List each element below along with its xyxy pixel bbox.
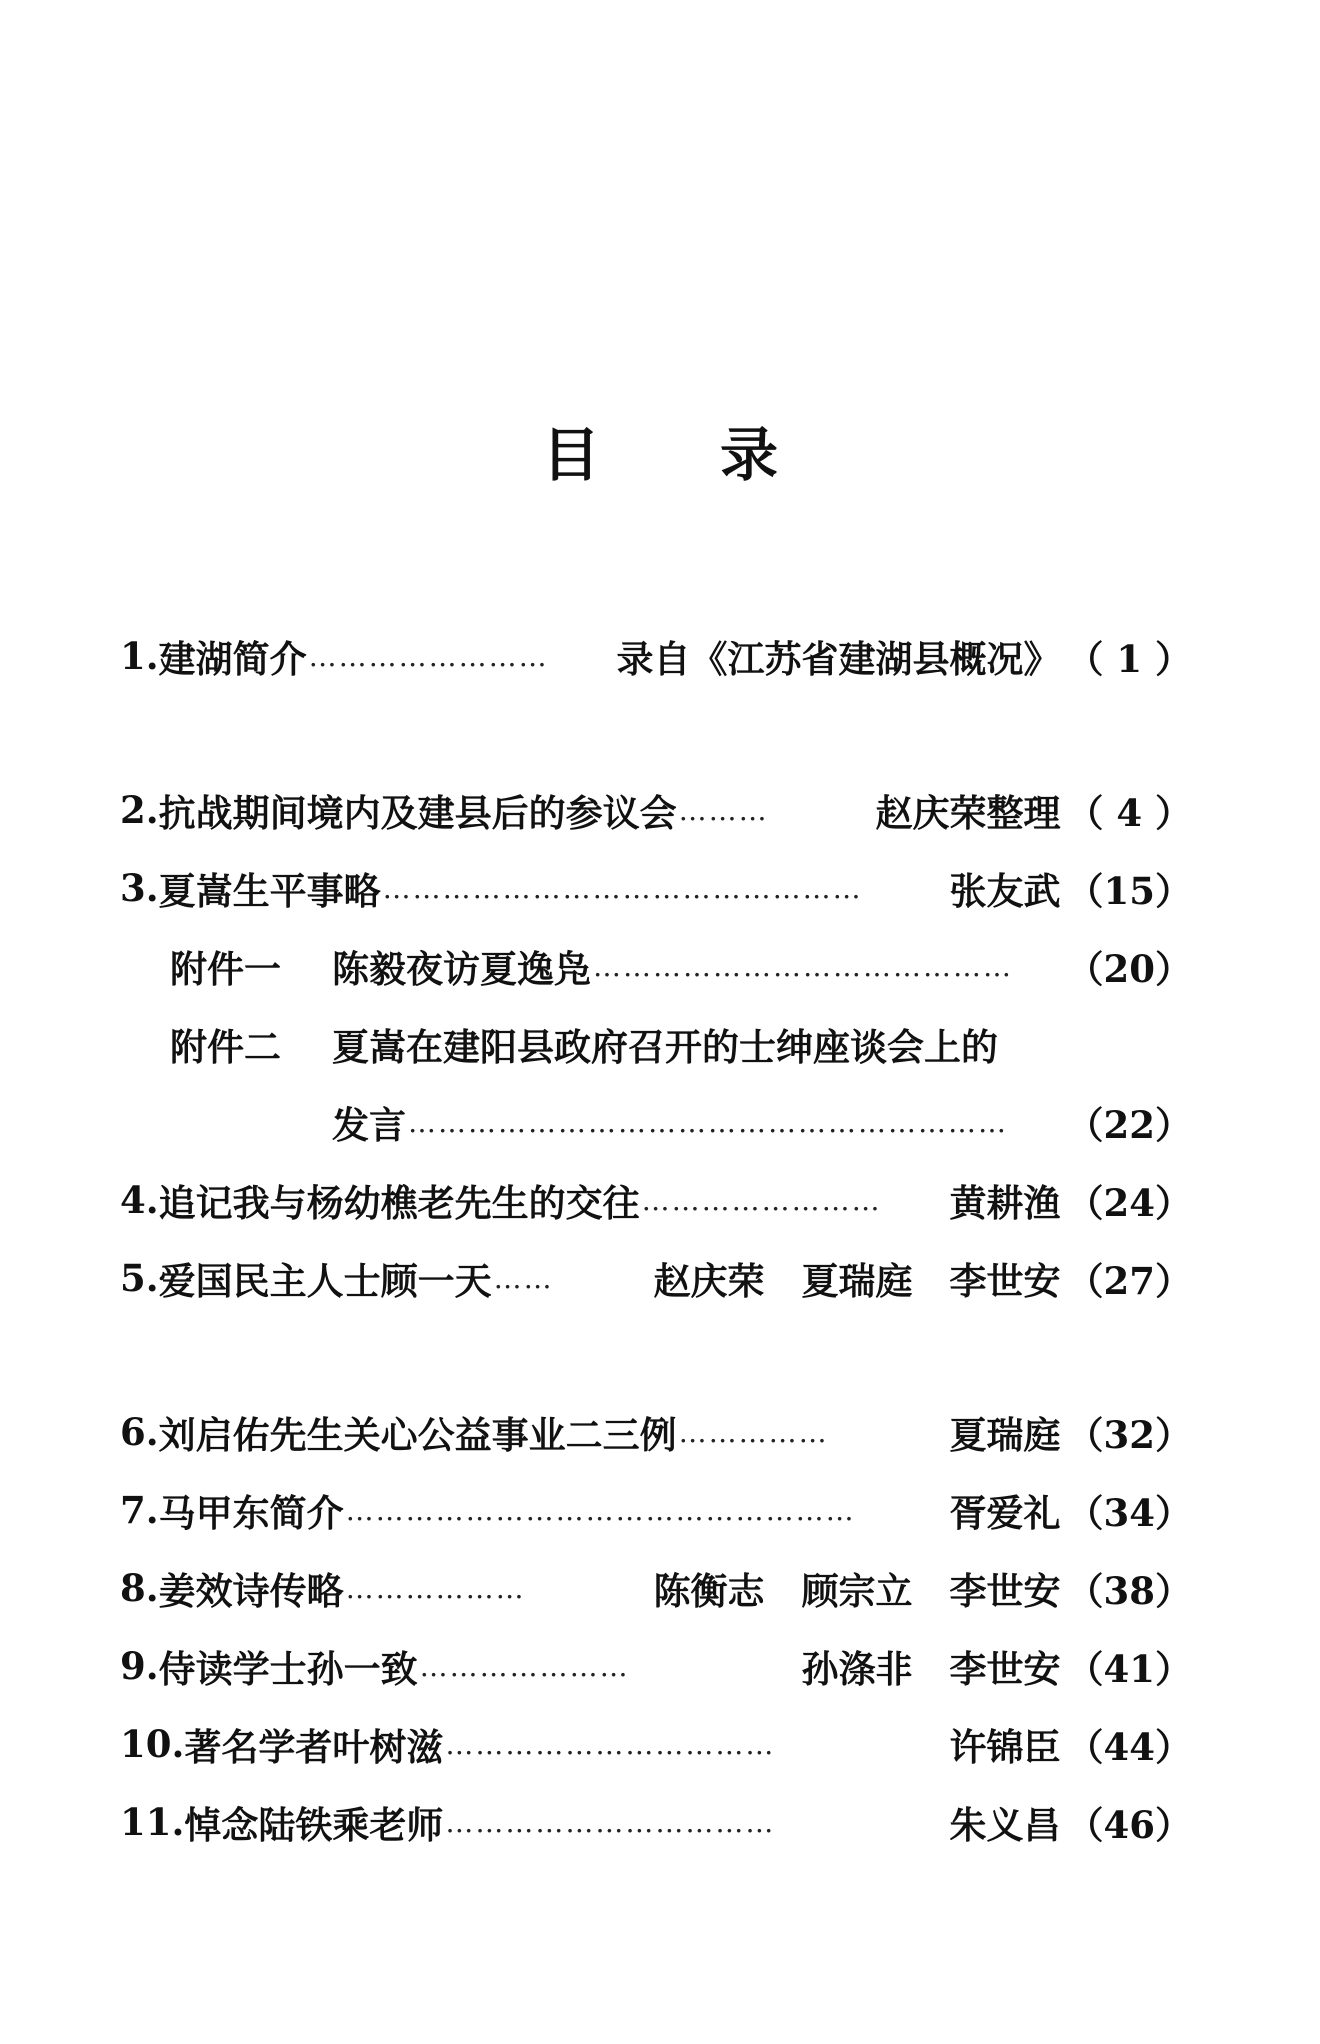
- entry-title: 追记我与杨幼樵老先生的交往: [158, 1181, 640, 1225]
- entry-number: 7.: [120, 1488, 159, 1532]
- toc-entry-10[interactable]: [120, 1716, 1192, 1772]
- entry-title: 刘启佑先生关心公益事业二三例: [158, 1413, 677, 1457]
- entry-title: 侍读学士孙一致: [158, 1647, 418, 1691]
- entry-title: 发言: [332, 1103, 406, 1147]
- leader-dots: ……………………………………………: [345, 1493, 856, 1527]
- toc-entry-1[interactable]: [120, 628, 1192, 684]
- entry-title: 爱国民主人士顾一天: [158, 1259, 492, 1303]
- leader-dots: ……: [493, 1261, 554, 1295]
- attachment-label: 附件二: [170, 1025, 281, 1069]
- entry-page: （24）: [1066, 1181, 1192, 1225]
- entry-page: （22）: [1066, 1103, 1192, 1147]
- entry-number: 5.: [120, 1256, 159, 1300]
- entry-page: （20）: [1066, 947, 1192, 991]
- entry-author: 录自《江苏省建湖县概况》: [616, 637, 1061, 681]
- entry-title: 姜效诗传略: [158, 1569, 344, 1613]
- entry-number: 8.: [120, 1566, 159, 1610]
- entry-author: 许锦臣: [949, 1725, 1061, 1769]
- entry-author: 陈衡志 顾宗立 李世安: [653, 1569, 1061, 1613]
- toc-attachment-1[interactable]: [170, 938, 1192, 994]
- toc-attachment-2-continued[interactable]: [332, 1094, 1192, 1150]
- entry-number: 4.: [120, 1178, 159, 1222]
- entry-number: 6.: [120, 1410, 159, 1454]
- toc-entry-11[interactable]: [120, 1794, 1192, 1850]
- attachment-label: 附件一: [170, 947, 281, 991]
- entry-title: 抗战期间境内及建县后的参议会: [158, 791, 677, 835]
- toc-entry-3[interactable]: [120, 860, 1192, 916]
- entry-title: 建湖简介: [158, 637, 307, 681]
- toc-entry-4[interactable]: [120, 1172, 1192, 1228]
- entry-number: 10.: [120, 1722, 185, 1766]
- entry-page: （27）: [1066, 1259, 1192, 1303]
- entry-title: 陈毅夜访夏逸凫: [332, 947, 591, 991]
- entry-page: （44）: [1066, 1725, 1192, 1769]
- toc-entry-2[interactable]: [120, 782, 1192, 838]
- entry-page: （41）: [1066, 1647, 1192, 1691]
- page-title: [0, 408, 1320, 492]
- title-char-1: 目: [541, 421, 600, 489]
- entry-author: 赵庆荣整理: [875, 791, 1061, 835]
- entry-author: 黄耕渔: [949, 1181, 1061, 1225]
- leader-dots: …………………………………………: [382, 871, 863, 905]
- entry-number: 9.: [120, 1644, 159, 1688]
- leader-dots: ………: [678, 793, 769, 827]
- entry-title: 悼念陆铁乘老师: [184, 1803, 444, 1847]
- leader-dots: ……………: [678, 1415, 829, 1449]
- leader-dots: ……………………………………………………: [408, 1105, 1008, 1139]
- entry-author: 胥爱礼: [949, 1491, 1061, 1535]
- entry-title: 夏嵩生平事略: [158, 869, 381, 913]
- entry-page: （32）: [1066, 1413, 1192, 1457]
- leader-dots: ……………………: [308, 639, 549, 673]
- entry-author: 夏瑞庭: [949, 1413, 1061, 1457]
- toc-entry-8[interactable]: [120, 1560, 1192, 1616]
- entry-author: 朱义昌: [949, 1803, 1061, 1847]
- leader-dots: ……………………………………: [593, 949, 1013, 983]
- entry-page: （38）: [1066, 1569, 1192, 1613]
- entry-author: 赵庆荣 夏瑞庭 李世安: [653, 1259, 1061, 1303]
- title-char-2: 录: [720, 421, 779, 489]
- leader-dots: ……………………………: [445, 1805, 776, 1839]
- leader-dots: ……………………: [641, 1183, 882, 1217]
- toc-entry-7[interactable]: [120, 1482, 1192, 1538]
- entry-number: 11.: [120, 1800, 185, 1844]
- entry-title: 著名学者叶树滋: [184, 1725, 444, 1769]
- toc-entry-5[interactable]: [120, 1250, 1192, 1306]
- entry-page: （ 1 ）: [1066, 637, 1192, 681]
- entry-page: （46）: [1066, 1803, 1192, 1847]
- entry-number: 2.: [120, 788, 159, 832]
- leader-dots: …………………: [419, 1649, 630, 1683]
- entry-title: 马甲东简介: [158, 1491, 344, 1535]
- entry-author: 张友武: [949, 869, 1061, 913]
- leader-dots: ………………: [345, 1571, 526, 1605]
- toc-entry-9[interactable]: [120, 1638, 1192, 1694]
- entry-page: （34）: [1066, 1491, 1192, 1535]
- entry-number: 1.: [120, 634, 159, 678]
- entry-author: 孙涤非 李世安: [801, 1647, 1061, 1691]
- entry-page: （ 4 ）: [1066, 791, 1192, 835]
- leader-dots: ……………………………: [445, 1727, 776, 1761]
- toc-entry-6[interactable]: [120, 1404, 1192, 1460]
- toc-attachment-2[interactable]: [170, 1016, 1192, 1072]
- entry-number: 3.: [120, 866, 159, 910]
- entry-page: （15）: [1066, 869, 1192, 913]
- entry-title: 夏嵩在建阳县政府召开的士绅座谈会上的: [332, 1025, 998, 1069]
